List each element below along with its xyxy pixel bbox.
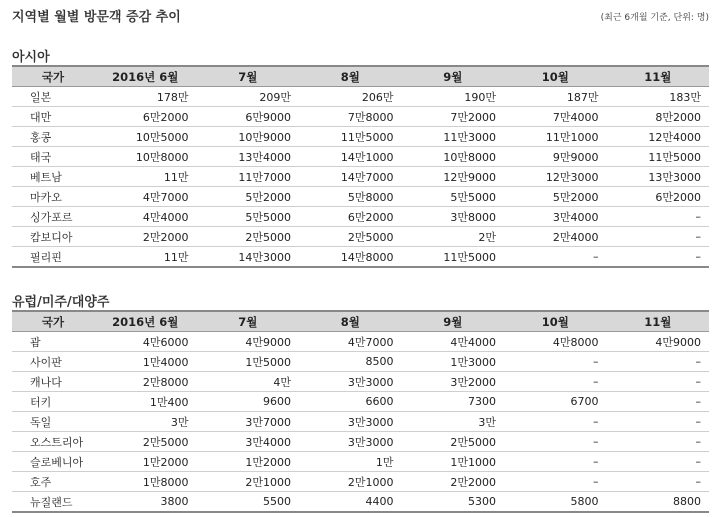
column-header-month: 9월 [402,311,505,332]
visitor-count: 5800 [504,492,607,513]
visitor-count: 11만 [94,247,197,268]
visitor-count: 11만 [94,167,197,187]
visitor-count: – [504,432,607,452]
table-row [12,167,709,187]
visitor-count: 5300 [402,492,505,513]
visitor-count: – [607,432,710,452]
visitor-count: 4만4000 [402,332,505,352]
country-name: 터키 [12,392,94,412]
visitor-count: 8만2000 [607,107,710,127]
visitor-count: 3만4000 [504,207,607,227]
visitor-count: 1만3000 [402,352,505,372]
visitor-count: 14만7000 [299,167,402,187]
table-row [12,207,709,227]
visitor-count: 14만3000 [197,247,300,268]
visitor-count: – [607,392,710,412]
visitor-count: 1만5000 [197,352,300,372]
country-name: 마카오 [12,187,94,207]
table-row [12,452,709,472]
visitor-count: 12만9000 [402,167,505,187]
visitor-count: 4만6000 [94,332,197,352]
visitor-count: 187만 [504,87,607,107]
visitor-count: 206만 [299,87,402,107]
visitor-count: 2만8000 [94,372,197,392]
table-row [12,87,709,107]
visitor-count: 2만5000 [94,432,197,452]
country-name: 필리핀 [12,247,94,268]
column-header-month: 10월 [504,66,607,87]
column-header-month: 9월 [402,66,505,87]
visitor-count: – [607,452,710,472]
table-row [12,247,709,268]
visitor-count: – [504,247,607,268]
table-row [12,432,709,452]
visitor-count: 4만8000 [504,332,607,352]
visitor-count: 2만1000 [197,472,300,492]
visitor-count: 6만2000 [94,107,197,127]
column-header-country: 국가 [12,311,94,332]
visitor-count: 11만3000 [402,127,505,147]
column-header-month: 7월 [197,311,300,332]
visitor-count: 1만4000 [94,352,197,372]
visitor-count: – [607,227,710,247]
visitor-count: 11만5000 [402,247,505,268]
visitor-count: 5만5000 [197,207,300,227]
visitor-count: – [504,352,607,372]
visitor-count: 190만 [402,87,505,107]
country-name: 태국 [12,147,94,167]
country-name: 독일 [12,412,94,432]
visitor-count: 2만2000 [94,227,197,247]
column-header-month: 2016년 6월 [94,311,197,332]
column-header-month: 2016년 6월 [94,66,197,87]
visitor-count: 5500 [197,492,300,513]
table-row [12,372,709,392]
country-name: 사이판 [12,352,94,372]
visitor-count: – [607,372,710,392]
visitor-count: 9만9000 [504,147,607,167]
visitor-count: 11만1000 [504,127,607,147]
visitor-count: 2만5000 [197,227,300,247]
visitor-count: 8800 [607,492,710,513]
visitor-count: 6700 [504,392,607,412]
visitor-count: 1만400 [94,392,197,412]
visitor-count: 4만9000 [197,332,300,352]
visitor-count: 2만5000 [402,432,505,452]
visitor-count: 5만5000 [402,187,505,207]
visitor-count: – [504,372,607,392]
visitor-count: – [504,412,607,432]
country-name: 싱가포르 [12,207,94,227]
visitor-count: 2만5000 [299,227,402,247]
table-row [12,392,709,412]
country-name: 뉴질랜드 [12,492,94,513]
column-header-month: 7월 [197,66,300,87]
visitor-count: 7만2000 [402,107,505,127]
visitor-count: 178만 [94,87,197,107]
visitor-count: 3만4000 [197,432,300,452]
visitor-count: 10만5000 [94,127,197,147]
country-name: 오스트리아 [12,432,94,452]
unit-note: (최근 6개월 기준, 단위: 명) [600,13,709,23]
visitor-count: 7만8000 [299,107,402,127]
visitor-count: 7300 [402,392,505,412]
visitor-count: 3만3000 [299,412,402,432]
visitor-count: 1만8000 [94,472,197,492]
visitor-count: 6만2000 [607,187,710,207]
table-row [12,227,709,247]
visitor-count: 9600 [197,392,300,412]
table-europe-americas-oceania [12,310,709,513]
visitor-count: 3만3000 [299,432,402,452]
country-name: 슬로베니아 [12,452,94,472]
visitor-count: 14만8000 [299,247,402,268]
table-row [12,332,709,352]
visitor-count: 209만 [197,87,300,107]
table-asia [12,65,709,268]
country-name: 캐나다 [12,372,94,392]
visitor-count: 3800 [94,492,197,513]
country-name: 베트남 [12,167,94,187]
visitor-count: – [607,207,710,227]
page-title: 지역별 월별 방문객 증감 추이 [12,10,181,25]
visitor-count: 3만 [94,412,197,432]
visitor-count: 5만2000 [197,187,300,207]
visitor-count: – [607,472,710,492]
country-name: 캄보디아 [12,227,94,247]
visitor-count: 10만8000 [402,147,505,167]
section-label-asia: 아시아 [12,50,50,65]
visitor-count: 11만5000 [607,147,710,167]
table-row [12,492,709,513]
visitor-count: 2만1000 [299,472,402,492]
visitor-count: 1만2000 [197,452,300,472]
column-header-month: 10월 [504,311,607,332]
visitor-count: 1만 [299,452,402,472]
visitor-count: 7만4000 [504,107,607,127]
country-name: 홍콩 [12,127,94,147]
visitor-count: 6만9000 [197,107,300,127]
visitor-count: 11만7000 [197,167,300,187]
visitor-count: 1만2000 [94,452,197,472]
country-name: 일본 [12,87,94,107]
visitor-count: 11만5000 [299,127,402,147]
section-label-europe-americas-oceania: 유럽/미주/대양주 [12,295,110,310]
visitor-count: 10만9000 [197,127,300,147]
country-name: 호주 [12,472,94,492]
visitor-count: 2만4000 [504,227,607,247]
visitor-count: 6600 [299,392,402,412]
visitor-count: 10만8000 [94,147,197,167]
country-name: 대만 [12,107,94,127]
visitor-count: 3만 [402,412,505,432]
visitor-count: – [607,412,710,432]
visitor-count: 12만3000 [504,167,607,187]
country-name: 괌 [12,332,94,352]
column-header-month: 11월 [607,66,710,87]
visitor-count: 4만 [197,372,300,392]
visitor-count: – [504,472,607,492]
column-header-month: 11월 [607,311,710,332]
table-row [12,412,709,432]
table-row [12,147,709,167]
table-header-row [12,311,709,332]
table-row [12,187,709,207]
visitor-count: 3만7000 [197,412,300,432]
visitor-count: 3만3000 [299,372,402,392]
visitor-count: – [607,247,710,268]
visitor-count: 4만7000 [94,187,197,207]
visitor-count: 4만4000 [94,207,197,227]
visitor-count: – [504,452,607,472]
visitor-count: 1만1000 [402,452,505,472]
visitor-count: 8500 [299,352,402,372]
table-row [12,127,709,147]
visitor-count: 13만3000 [607,167,710,187]
table-row [12,472,709,492]
visitor-count: 6만2000 [299,207,402,227]
table-header-row [12,66,709,87]
visitor-count: 2만 [402,227,505,247]
visitor-count: 12만4000 [607,127,710,147]
visitor-count: 4만9000 [607,332,710,352]
table-row [12,107,709,127]
table-row [12,352,709,372]
visitor-count: 5만8000 [299,187,402,207]
column-header-country: 국가 [12,66,94,87]
visitor-count: 3만8000 [402,207,505,227]
visitor-count: 4400 [299,492,402,513]
column-header-month: 8월 [299,66,402,87]
visitor-count: 4만7000 [299,332,402,352]
visitor-count: 3만2000 [402,372,505,392]
visitor-count: 14만1000 [299,147,402,167]
visitor-count: 13만4000 [197,147,300,167]
visitor-count: 183만 [607,87,710,107]
visitor-count: 5만2000 [504,187,607,207]
visitor-count: – [607,352,710,372]
column-header-month: 8월 [299,311,402,332]
visitor-count: 2만2000 [402,472,505,492]
